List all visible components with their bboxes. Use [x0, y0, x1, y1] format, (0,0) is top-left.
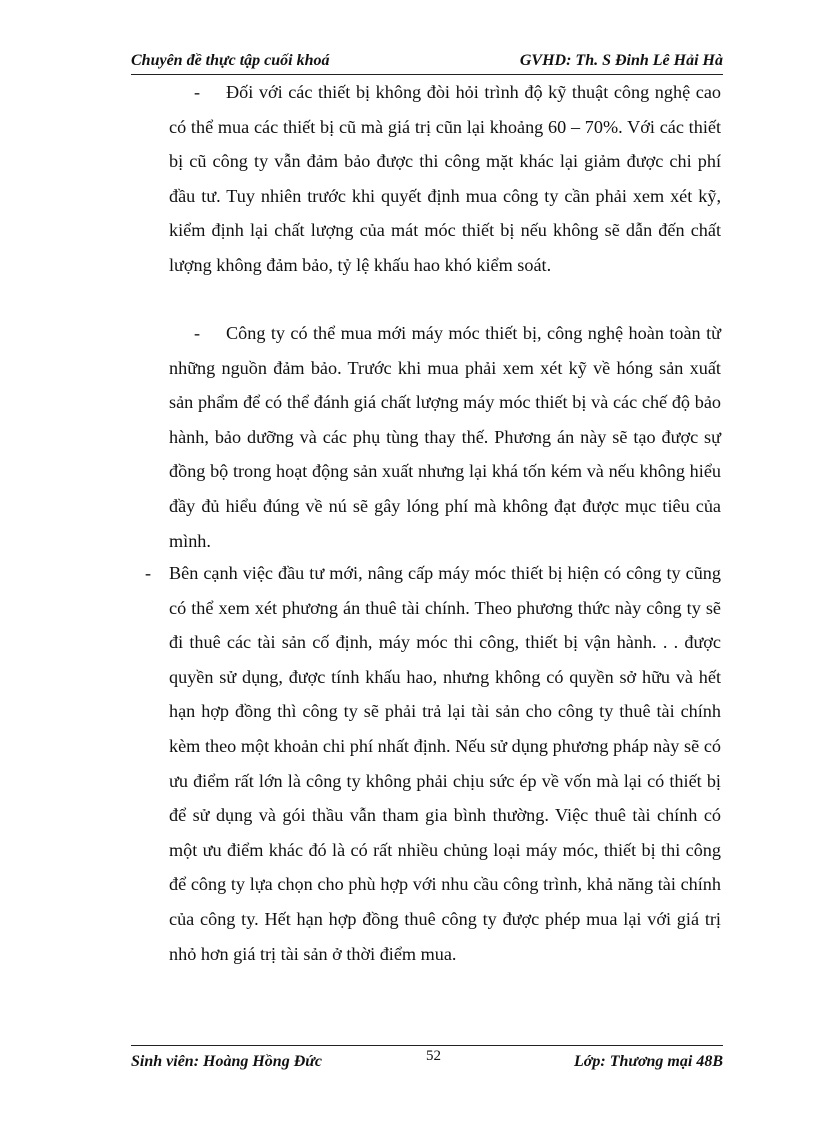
page-number: 52: [426, 1048, 441, 1064]
header-advisor: GVHD: Th. S Đinh Lê Hải Hà: [519, 52, 723, 69]
paragraph-financial-leasing: [169, 556, 721, 971]
paragraph-text: Công ty có thể mua mới máy móc thiết bị, công nghệ hoàn toàn từ những nguồn đảm bảo. Trước khi mua phải xem xét kỹ về hóng sản xuất sản phẩm để có thể đánh giá chất lượng máy móc thiết bị và các chế độ bảo hành, bảo dưỡng và các phụ tùng thay thế. Phương án này sẽ tạo được sự đồng bộ trong hoạt động sản xuất nhưng lại khá tốn kém và nếu không hiểu đầy đủ hiểu đúng về nú sẽ gây lóng phí mà không đạt được mục tiêu của mình.: [169, 323, 721, 551]
paragraph-text: Bên cạnh việc đầu tư mới, nâng cấp máy móc thiết bị hiện có công ty cũng có thể xem xét phương án thuê tài chính. Theo phương thức này công ty sẽ đi thuê các tài sản cố định, máy móc thi công, thiết bị vận hành. . . được quyền sử dụng, được tính khấu hao, nhưng không có quyền sở hữu và hết hạn hợp đồng thì công ty sẽ phải trả lại tài sản cho công ty thuê tài chính kèm theo một khoản chi phí nhất định. Nếu sử dụng phương pháp này sẽ có ưu điểm rất lớn là công ty không phải chịu sức ép về vốn mà lại có thiết bị để sử dụng và gói thầu vẫn tham gia bình thường. Việc thuê tài chính có một ưu điểm khác đó là có rất nhiều chủng loại máy móc, thiết bị thi công để công ty lựa chọn cho phù hợp với nhu cầu công trình, khả năng tài chính của công ty. Hết hạn hợp đồng thuê công ty được phép mua lại với giá trị nhỏ hơn giá trị tài sản ở thời điểm mua.: [169, 563, 721, 964]
bullet-marker: -: [194, 82, 201, 102]
footer-student: Sinh viên: Hoàng Hồng Đức: [131, 1053, 322, 1070]
paragraph-new-equipment: [169, 316, 721, 558]
page-footer: [131, 1045, 723, 1074]
paragraph-text: Đối với các thiết bị không đòi hỏi trình độ kỹ thuật công nghệ cao có thể mua các thiết bị cũ mà giá trị cũn lại khoảng 60 – 70%. Với các thiết bị cũ công ty vẫn đảm bảo được thi công mặt khác lại giảm được chi phí đầu tư. Tuy nhiên trước khi quyết định mua công ty cần phải xem xét kỹ, kiểm định lại chất lượng của mát móc thiết bị nếu không sẽ dẫn đến chất lượng không đảm bảo, tỷ lệ khấu hao khó kiểm soát.: [169, 82, 721, 275]
paragraph-used-equipment: [169, 75, 721, 283]
bullet-marker: -: [194, 323, 201, 343]
bullet-marker: -: [145, 563, 152, 583]
footer-class: Lớp: Thương mại 48B: [574, 1053, 723, 1070]
header-title: Chuyên đề thực tập cuối khoá: [131, 52, 330, 69]
